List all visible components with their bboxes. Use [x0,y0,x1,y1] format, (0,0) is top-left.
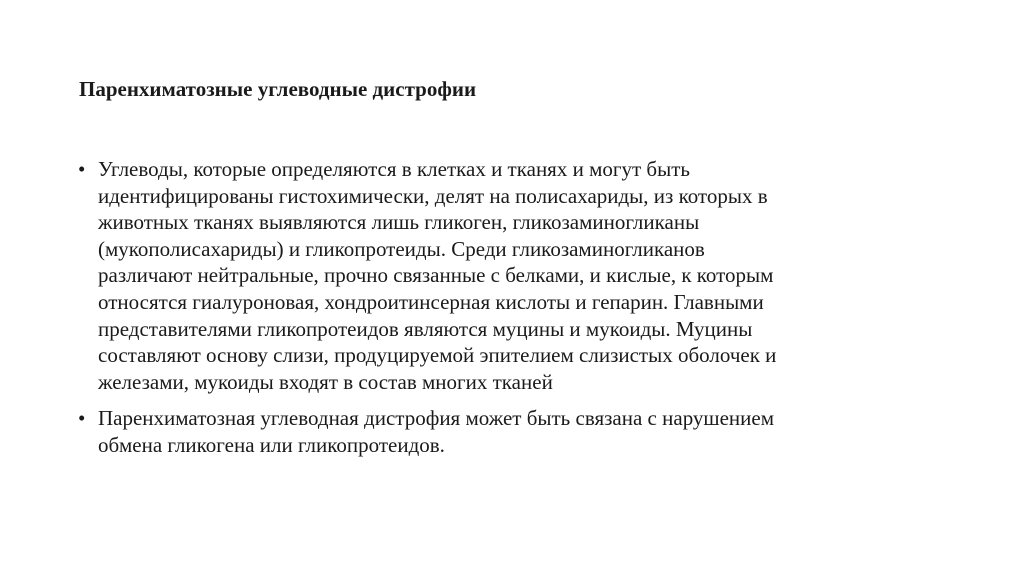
bullet-item-1 [78,156,958,395]
bullet-2-line-1: Паренхиматозная углеводная дистрофия может быть связана с нарушением [98,406,774,431]
bullet-dot-icon: • [78,406,86,431]
bullet-1-line-2: идентифицированы гистохимически, делят на полисахариды, из которых в [98,183,768,208]
bullet-1-line-4: (мукополисахариды) и гликопротеиды. Среди гликозаминогликанов [98,236,705,261]
bullet-1-line-5: различают нейтральные, прочно связанные с белками, и кислые, к которым [98,263,774,288]
bullet-dot-icon: • [78,157,86,181]
bullet-1-line-7: представителями гликопротеидов являются муцины и мукоиды. Муцины [98,316,753,341]
bullet-1-line-9: железами, мукоиды входят в состав многих тканей [98,369,553,394]
bullet-list [78,156,958,469]
bullet-1-line-6: относятся гиалуроновая, хондроитинсерная кислоты и гепарин. Главными [98,289,764,314]
bullet-2-line-2: обмена гликогена или гликопротеидов. [98,432,445,457]
slide-title: Паренхиматозные углеводные дистрофии [79,77,477,101]
bullet-item-2 [78,405,958,458]
bullet-1-line-1: Углеводы, которые определяются в клетках и тканях и могут быть [98,157,690,181]
bullet-1-line-8: составляют основу слизи, продуцируемой эпителием слизистых оболочек и [98,343,777,368]
bullet-1-line-3: животных тканях выявляются лишь гликоген, гликозаминогликаны [98,210,700,235]
